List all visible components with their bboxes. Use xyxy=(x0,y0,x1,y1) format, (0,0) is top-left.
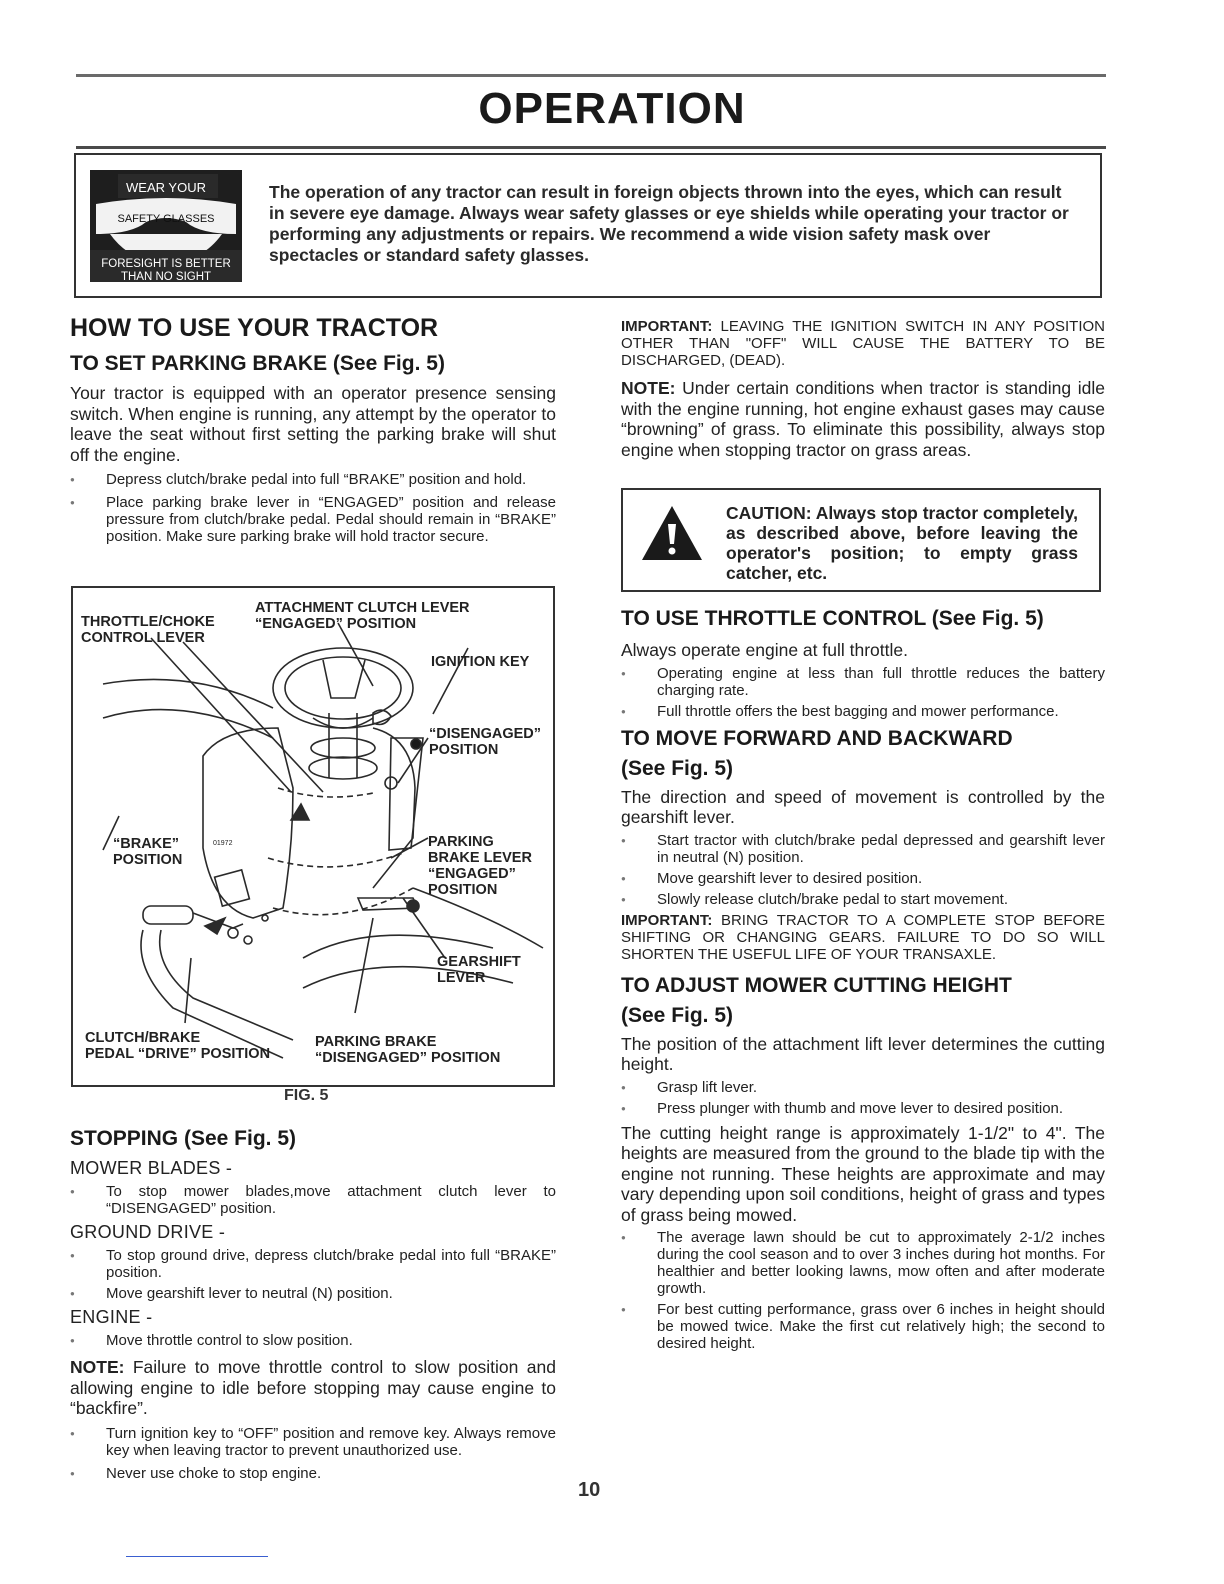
note-label: NOTE: xyxy=(70,1357,125,1377)
forward-title: TO MOVE FORWARD AND BACKWARD xyxy=(621,726,1013,750)
list-item: ● Depress clutch/brake pedal into full “BRAKE” position and hold. xyxy=(70,471,556,488)
engine-label: ENGINE - xyxy=(70,1307,153,1327)
top-rule xyxy=(76,74,1106,77)
note-text: Under certain conditions when tractor is standing idle with the engine running, hot engine exhaust gases may cause “browning” of grass. To eliminate this possibility, always stop engine when stopping tractor on grass areas. xyxy=(621,378,1105,460)
caution-text: CAUTION: Always stop tractor completely, as described above, before leaving the operator's position; to empty grass catcher, etc. xyxy=(726,503,1079,583)
list-item: ● Operating engine at less than full throttle reduces the battery charging rate. xyxy=(621,665,1105,699)
parking-brake-para: Your tractor is equipped with an operator presence sensing switch. When engine is running, any attempt by the operator to leave the seat without first setting the parking brake will shut off the engine. xyxy=(70,383,556,465)
height-title: TO ADJUST MOWER CUTTING HEIGHT xyxy=(621,973,1012,997)
badge-line3: FORESIGHT IS BETTER xyxy=(101,258,231,270)
list-item: ● Move throttle control to slow position. xyxy=(70,1332,556,1349)
throttle-para: Always operate engine at full throttle. xyxy=(621,640,908,660)
important-text: LEAVING THE IGNITION SWITCH IN ANY POSITION OTHER THAN "OFF" WILL CAUSE THE BATTERY TO BE DISCHARGED, (DEAD). xyxy=(621,318,1105,369)
section-heading: HOW TO USE YOUR TRACTOR xyxy=(70,314,439,342)
list-item: ● Turn ignition key to “OFF” position and remove key. Always remove key when leaving tractor to prevent unauthorized use. xyxy=(70,1425,556,1459)
label-disengaged: “DISENGAGED” POSITION xyxy=(429,726,541,758)
label-parking-brake-lever: PARKING BRAKE LEVER “ENGAGED” POSITION xyxy=(428,834,532,898)
list-item: ● Move gearshift lever to desired position. xyxy=(621,870,1105,887)
height-title-ref: (See Fig. 5) xyxy=(621,1003,734,1027)
list-item: ● Start tractor with clutch/brake pedal depressed and gearshift lever in neutral (N) position. xyxy=(621,832,1105,866)
important-gears xyxy=(621,912,1105,963)
note-label: NOTE: xyxy=(621,378,676,398)
stopping-note xyxy=(70,1357,556,1419)
bottom-line xyxy=(126,1556,268,1557)
label-parking-disengaged: PARKING BRAKE “DISENGAGED” POSITION xyxy=(315,1034,501,1066)
label-ignition-key: IGNITION KEY xyxy=(431,654,530,670)
list-item: ● To stop ground drive, depress clutch/brake pedal into full “BRAKE” position. xyxy=(70,1247,556,1281)
page-number: 10 xyxy=(578,1479,601,1501)
browning-note xyxy=(621,378,1105,460)
stopping-section xyxy=(70,1126,556,1482)
forward-para: The direction and speed of movement is controlled by the gearshift lever. xyxy=(621,786,1105,827)
list-item: ● For best cutting performance, grass over 6 inches in height should be mowed twice. Make the first cut relatively high; the second to desired height. xyxy=(621,1301,1105,1352)
list-item: ● Press plunger with thumb and move lever to desired position. xyxy=(621,1100,1105,1117)
forward-title-ref: (See Fig. 5) xyxy=(621,756,734,780)
throttle-title: TO USE THROTTLE CONTROL (See Fig. 5) xyxy=(621,607,1044,630)
label-brake-position: “BRAKE” POSITION xyxy=(113,836,183,868)
badge-line2: SAFETY GLASSES xyxy=(117,213,215,225)
list-item: ● Move gearshift lever to neutral (N) position. xyxy=(70,1285,556,1302)
list-item: ● The average lawn should be cut to approximately 2-1/2 inches during the cool season and to over 3 inches during hot months. For healthier and better looking lawns, mow often and after moderate growth. xyxy=(621,1229,1105,1297)
list-item: ● Place parking brake lever in “ENGAGED” position and release pressure from clutch/brake pedal. Pedal should remain in “BRAKE” position. Make sure parking brake will hold tractor secure. xyxy=(70,494,556,545)
list-item: ● To stop mower blades,move attachment clutch lever to “DISENGAGED” position. xyxy=(70,1183,556,1217)
title-rule xyxy=(76,146,1106,149)
list-item: ● Never use choke to stop engine. xyxy=(70,1465,556,1482)
list-item: ● Grasp lift lever. xyxy=(621,1079,1105,1096)
figure-caption: FIG. 5 xyxy=(284,1087,329,1104)
figure-code: 01972 xyxy=(213,840,233,847)
left-column-top xyxy=(70,314,556,545)
safety-warning-text: The operation of any tractor can result in foreign objects thrown into the eyes, which can result in severe eye damage. Always wear safety glasses or eye shields while operating your tractor or performing any adjustments or repairs. We recommend a wide vision safety mask over spectacles or standard safety glasses. xyxy=(269,182,1069,265)
stopping-title: STOPPING (See Fig. 5) xyxy=(70,1127,296,1150)
badge-line4: THAN NO SIGHT xyxy=(120,271,212,282)
label-gearshift: GEARSHIFT LEVER xyxy=(437,954,521,986)
label-throttle: THROTTLE/CHOKE CONTROL LEVER xyxy=(81,614,215,646)
height-para-2: The cutting height range is approximately 1-1/2" to 4". The heights are measured from the ground to the blade tip with the engine not running. These heights are approximate and may vary depending upon soil conditions, height of grass and types of grass being mowed. xyxy=(621,1122,1105,1225)
label-clutch-brake: CLUTCH/BRAKE PEDAL “DRIVE” POSITION xyxy=(85,1030,271,1062)
important-label: IMPORTANT: xyxy=(621,318,713,335)
mower-blades-label: MOWER BLADES - xyxy=(70,1158,233,1178)
note-text: Failure to move throttle control to slow position and allowing engine to idle before stopping may cause engine to “backfire”. xyxy=(70,1357,556,1418)
label-attachment-clutch: ATTACHMENT CLUTCH LEVER “ENGAGED” POSITION xyxy=(255,600,470,632)
list-item: ● Slowly release clutch/brake pedal to start movement. xyxy=(621,891,1105,908)
list-item: ● Full throttle offers the best bagging and mower performance. xyxy=(621,703,1105,720)
height-para: The position of the attachment lift lever determines the cutting height. xyxy=(621,1033,1105,1074)
caution-warning-icon xyxy=(640,504,704,562)
important-text: BRING TRACTOR TO A COMPLETE STOP BEFORE SHIFTING OR CHANGING GEARS. FAILURE TO DO SO WILL SHORTEN THE USEFUL LIFE OF YOUR TRANSAXLE. xyxy=(621,911,1105,963)
important-ignition xyxy=(621,318,1105,369)
ground-drive-label: GROUND DRIVE - xyxy=(70,1222,226,1242)
figure-5 xyxy=(71,586,555,1087)
badge-line1: WEAR YOUR xyxy=(126,180,206,195)
page-title: OPERATION xyxy=(478,84,746,133)
parking-brake-title: TO SET PARKING BRAKE (See Fig. 5) xyxy=(70,352,445,375)
right-column-bottom xyxy=(621,606,1105,1352)
safety-glasses-badge xyxy=(90,170,242,282)
important-label: IMPORTANT: xyxy=(621,911,713,929)
right-column-top xyxy=(621,318,1105,460)
